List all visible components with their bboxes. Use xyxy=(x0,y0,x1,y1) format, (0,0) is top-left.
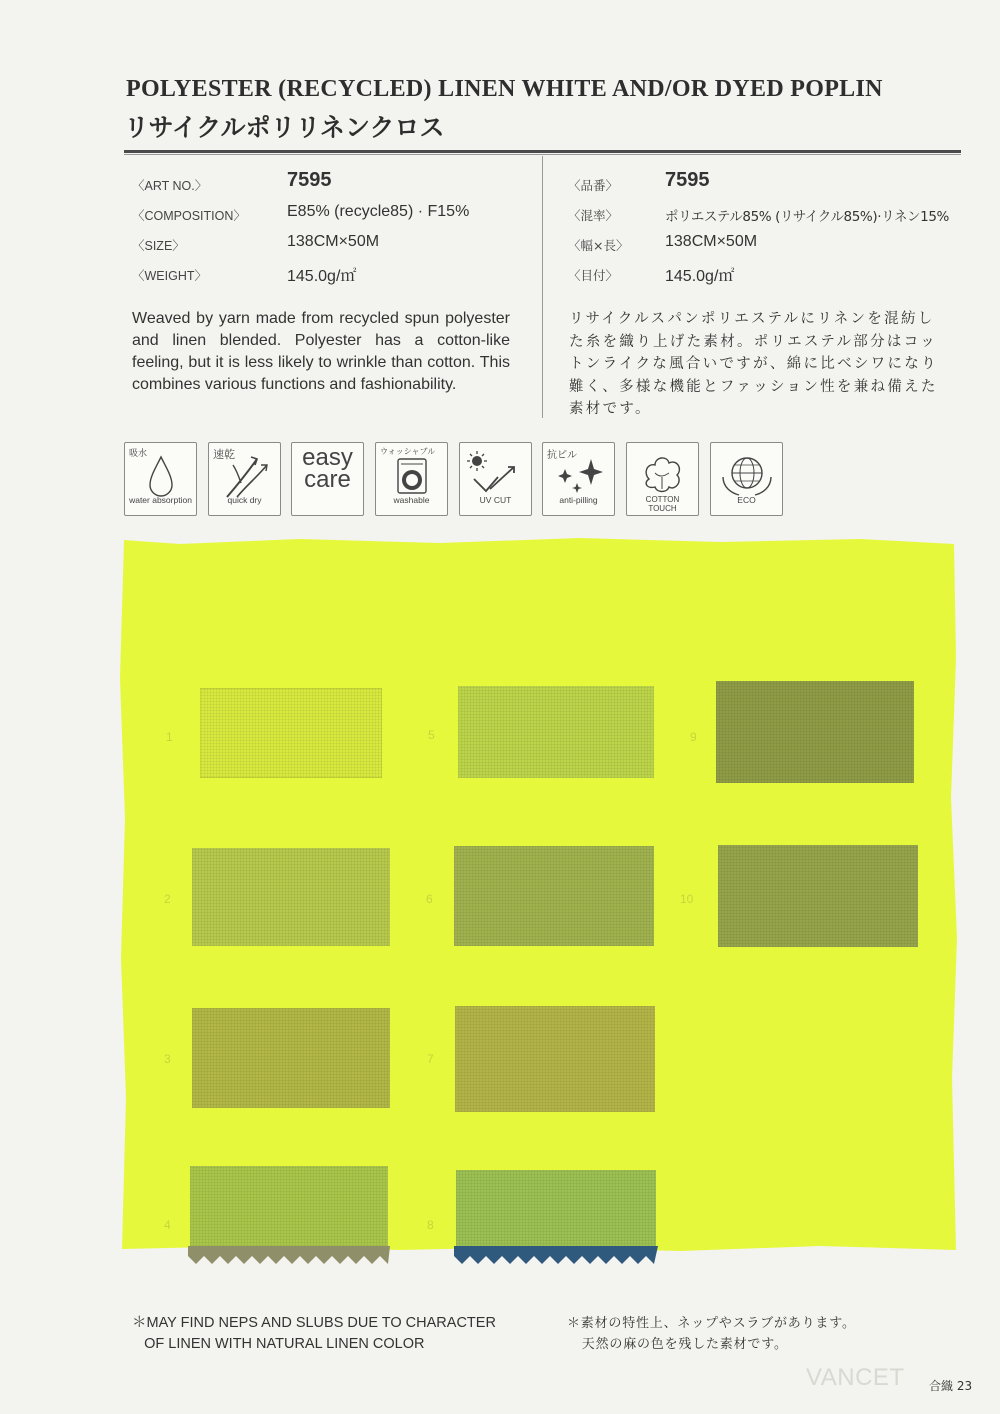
spec-label: 〈ART NO.〉 xyxy=(132,179,208,193)
swatch-number: 1 xyxy=(166,730,173,744)
feature-water-absorption xyxy=(124,442,197,516)
feature-eco xyxy=(710,442,783,516)
feature-caption: quick dry xyxy=(227,495,262,505)
spec-label: 〈品番〉 xyxy=(568,178,619,193)
feature-quick-dry xyxy=(208,442,281,516)
brand-logo: VANCET xyxy=(806,1364,905,1391)
feature-uv-cut xyxy=(459,442,532,516)
spec-value: 145.0g/㎡ xyxy=(665,268,735,285)
swatch-4-edge xyxy=(188,1246,390,1264)
feature-caption: ECO xyxy=(737,495,756,505)
feature-jp-tag: 吸水 xyxy=(129,449,148,459)
feature-cotton-touch xyxy=(626,442,699,516)
spec-value: ポリエステル85% (リサイクル85%)·リネン15% xyxy=(665,209,949,225)
feature-caption: anti-pilling xyxy=(559,495,598,505)
feature-caption: UV CUT xyxy=(479,495,512,505)
note-jp: ＊素材の特性上、ネップやスラブがあります。 天然の麻の色を残した素材です。 xyxy=(567,1316,856,1352)
swatch-number: 8 xyxy=(427,1218,434,1232)
easy-care-line-1: easy xyxy=(302,444,353,471)
fabric-swatch-9 xyxy=(716,681,914,783)
header-rule xyxy=(124,150,961,153)
spec-label: 〈WEIGHT〉 xyxy=(132,269,207,283)
swatch-number: 4 xyxy=(164,1218,171,1232)
description-jp: リサイクルスパンポリエステルにリネンを混紡した糸を織り上げた素材。ポリエステル部分はコットンライクな風合いですが、綿に比べシワになり難く、多様な機能とファッション性を兼ね備えた素材です。 xyxy=(569,311,938,417)
fabric-swatch-7 xyxy=(455,1006,655,1112)
spec-label: 〈幅×長〉 xyxy=(568,238,629,253)
feature-jp-tag: ウォッシャブル xyxy=(380,447,436,456)
fabric-swatch-4 xyxy=(190,1166,388,1246)
easy-care-icon xyxy=(292,444,363,493)
spec-value: 138CM×50M xyxy=(287,233,380,250)
feature-washable xyxy=(375,442,448,516)
note-en: ＊MAY FIND NEPS AND SLUBS DUE TO CHARACTER OF LINEN WITH NATURAL LINEN COLOR xyxy=(132,1315,496,1352)
feature-jp-tag: 抗ピル xyxy=(547,450,577,461)
swatch-number: 5 xyxy=(428,728,435,742)
fabric-swatch-10 xyxy=(718,845,918,947)
swatch-number: 2 xyxy=(164,892,171,906)
fabric-swatch-6 xyxy=(454,846,654,946)
swatch-number: 9 xyxy=(690,730,697,744)
easy-care-line-2: care xyxy=(304,466,351,493)
swatch-number: 10 xyxy=(680,892,694,906)
fabric-swatch-3 xyxy=(192,1008,390,1108)
swatch-8-edge xyxy=(454,1246,658,1264)
spec-value: 145.0g/㎡ xyxy=(287,268,357,285)
page-title-jp: リサイクルポリリネンクロス xyxy=(124,113,445,142)
feature-anti-pilling xyxy=(542,442,615,516)
swatch-number: 7 xyxy=(427,1052,434,1066)
spec-value: E85% (recycle85) · F15% xyxy=(287,203,470,220)
spec-label: 〈COMPOSITION〉 xyxy=(132,209,246,223)
feature-caption: COTTON TOUCH xyxy=(645,495,680,513)
description-en: Weaved by yarn made from recycled spun polyester and linen blended. Polyester has a cotton-like feeling, but it is less likely to wrinkle than cotton. This combines various functions and fashionability. xyxy=(132,310,510,393)
column-divider xyxy=(542,156,543,418)
header-rule-thin xyxy=(124,154,961,155)
spec-value: 138CM×50M xyxy=(665,233,758,250)
feature-jp-tag: 速乾 xyxy=(213,448,235,461)
page-number: 合織 23 xyxy=(929,1379,973,1393)
spec-label: 〈目付〉 xyxy=(568,268,619,283)
feature-caption: washable xyxy=(393,495,430,505)
swatch-number: 3 xyxy=(164,1052,171,1066)
fabric-swatch-5 xyxy=(458,686,654,778)
swatch-card xyxy=(120,538,958,1252)
spec-label: 〈混率〉 xyxy=(568,208,619,223)
feature-easy-care xyxy=(291,442,364,516)
feature-caption: water absorption xyxy=(129,495,192,505)
fabric-swatch-1 xyxy=(200,688,382,778)
spec-label: 〈SIZE〉 xyxy=(132,239,185,253)
page-title: POLYESTER (RECYCLED) LINEN WHITE AND/OR DYED POPLIN xyxy=(126,76,883,102)
feature-icon-row xyxy=(124,442,784,516)
fabric-swatch-8 xyxy=(456,1170,656,1250)
spec-value: 7595 xyxy=(287,169,332,191)
spec-value: 7595 xyxy=(665,169,710,191)
fabric-swatch-2 xyxy=(192,848,390,946)
swatch-number: 6 xyxy=(426,892,433,906)
